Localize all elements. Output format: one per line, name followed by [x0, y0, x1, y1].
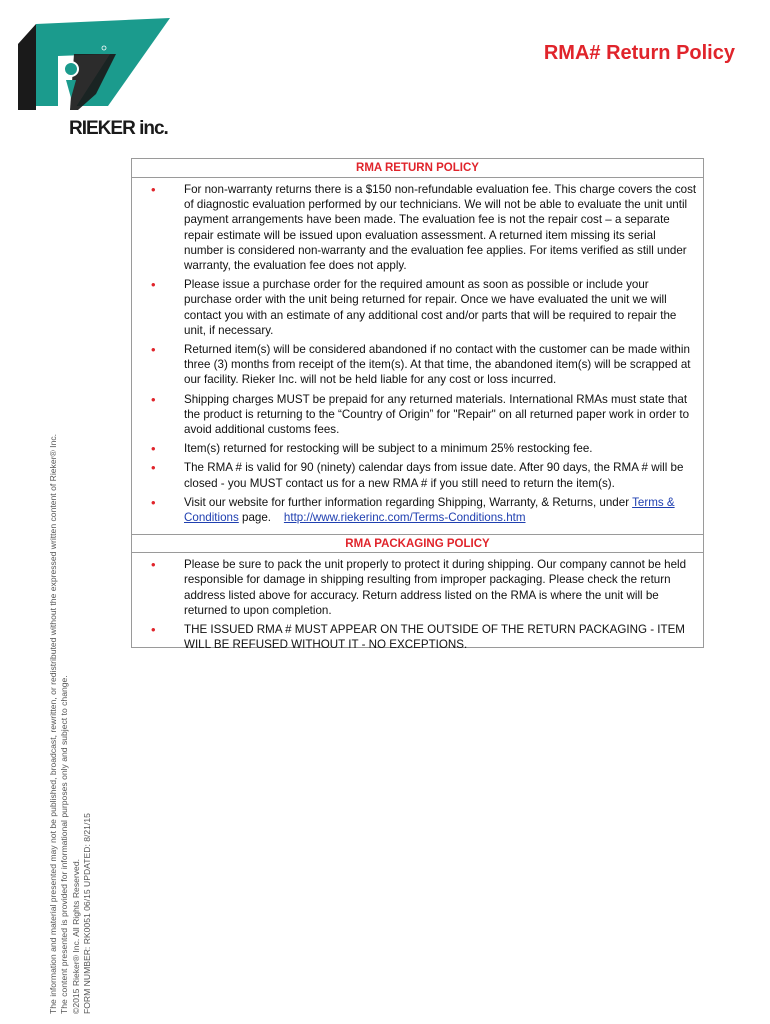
website-item-text: Visit our website for further information regarding Shipping, Warranty, & Returns, under [184, 495, 630, 509]
disclaimer-line: The information and material presented may not be published, broadcast, rewritten, or redistributed without the expressed written content of Rieker® Inc. [48, 433, 58, 1014]
website-list-item [132, 495, 697, 525]
packaging-policy-list [132, 553, 703, 661]
copyright-notes [48, 354, 94, 1014]
document-title: RMA# Return Policy [543, 42, 735, 64]
list-item: • For non-warranty returns there is a $150 non-refundable evaluation fee. This charge covers the cost of diagnostic evaluation performed by our technicians. We will not be able to evaluate the unit until payment arrangements have been made. The evaluation fee is not the repair cost – a separate repair estimate will be issued upon evaluation assessment. A returned item missing its serial number is considered non-warranty and the evaluation fee applies. For items verified as still under warranty, the evaluation fee does not apply. [132, 182, 697, 273]
list-item: • Please be sure to pack the unit properly to protect it during shipping. Our company cannot be held responsible for damage in shipping resulting from improper packaging. Please check the return address listed above for accuracy. Return address listed on the RMA is where the unit will be returned to upon completion. [132, 557, 697, 618]
informational-line: The content presented is provided for informational purposes only and subject to change. [59, 675, 70, 1014]
company-logo-text: RIEKER inc. [69, 118, 168, 139]
terms-conditions-link[interactable]: Terms & Conditions [184, 495, 675, 525]
list-item: • Item(s) returned for restocking will be subject to a minimum 25% restocking fee. [132, 441, 697, 456]
copyright-line: ©2015 Rieker® Inc. All Rights Reserved. [70, 858, 81, 1014]
return-policy-heading: RMA RETURN POLICY [132, 159, 703, 178]
list-item: • Shipping charges MUST be prepaid for any returned materials. International RMAs must state that the product is returning to the “Country of Origin” for "Repair" on all returned paper work in order to avoid additional customs fees. [132, 392, 697, 438]
terms-url-link[interactable]: http://www.riekerinc.com/Terms-Conditions.htm [283, 511, 526, 525]
packaging-policy-heading: RMA PACKAGING POLICY [132, 534, 703, 553]
list-item: • Returned item(s) will be considered abandoned if no contact with the customer can be made within three (3) months from receipt of the item(s). At that time, the abandoned item(s) will be scrapped at our facility. Rieker Inc. will not be held liable for any cost or loss incurred. [132, 342, 697, 388]
list-item: • The RMA # is valid for 90 (ninety) calendar days from issue date. After 90 days, the RMA # will be closed - you MUST contact us for a new RMA # if you still need to return the item(s). [132, 460, 697, 490]
rieker-logo-icon [18, 18, 170, 118]
form-number-line: FORM NUMBER: RK0051 06/15 UPDATED: 8/21/15 [82, 813, 93, 1014]
list-item: • THE ISSUED RMA # MUST APPEAR ON THE OUTSIDE OF THE RETURN PACKAGING - ITEM WILL BE REFUSED WITHOUT IT - NO EXCEPTIONS. [132, 622, 697, 652]
policy-box [131, 158, 704, 652]
list-item: • Please issue a purchase order for the required amount as soon as possible or include your purchase order with the unit being returned for repair. Once we have evaluated the unit we will contact you with an estimate of any additional cost and/or parts that will be required to repair the unit, if necessary. [132, 277, 697, 338]
return-policy-list [132, 178, 703, 534]
page-suffix: page. [238, 511, 284, 525]
